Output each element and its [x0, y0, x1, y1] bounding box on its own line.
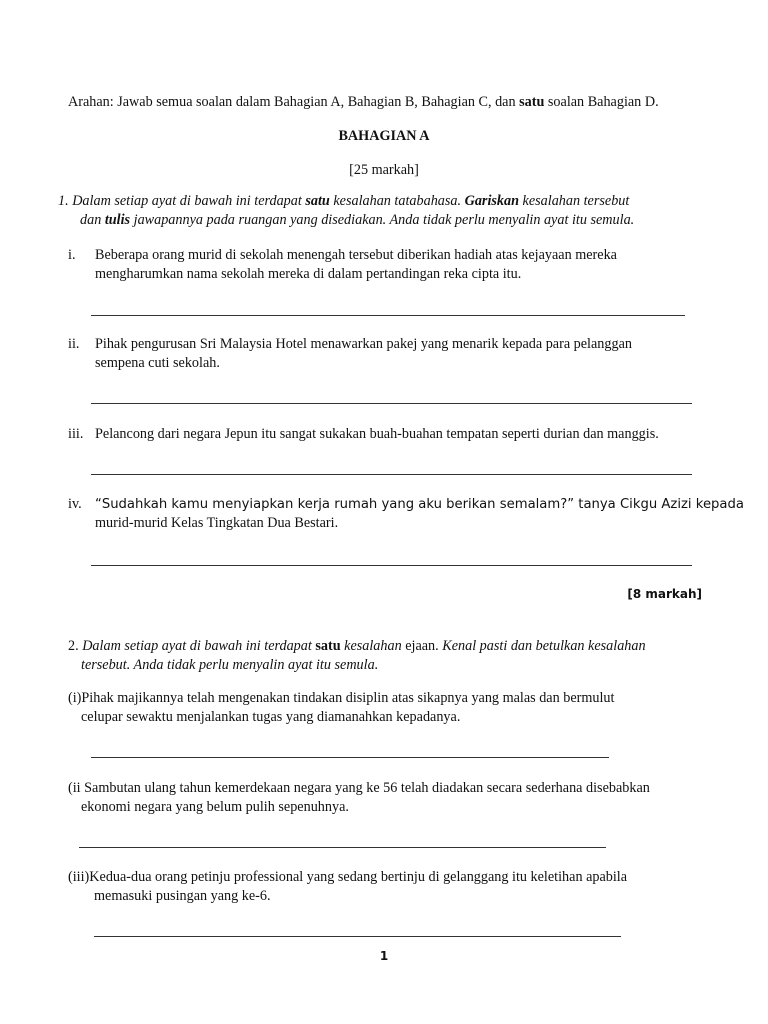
question-2-item: (ii Sambutan ulang tahun kemerdekaan negara yang ke 56 telah diadakan secara sederhana disebabkan ekonomi negara yang belum pulih sepenuhnya. [68, 780, 650, 815]
answer-line[interactable] [91, 757, 609, 758]
question-1-item: ii. Pihak pengurusan Sri Malaysia Hotel menawarkan pakej yang menarik kepada para pelanggan sempena cuti sekolah. [68, 336, 632, 371]
question-1-item: i. Beberapa orang murid di sekolah menengah tersebut diberikan hadiah atas kejayaan mereka mengharumkan nama sekolah mereka di dalam pertandingan reka cipta itu. [68, 247, 617, 282]
answer-line[interactable] [91, 315, 685, 316]
answer-line[interactable] [94, 936, 621, 937]
instruction-text: Arahan: Jawab semua soalan dalam Bahagian A, Bahagian B, Bahagian C, dan satu soalan Bahagian D. [68, 94, 659, 110]
answer-line[interactable] [91, 474, 692, 475]
question-2-item: (iii)Kedua-dua orang petinju professional yang sedang bertinju di gelanggang itu keletihan apabila memasuki pusingan yang ke-6. [68, 869, 628, 904]
question-2-item: (i)Pihak majikannya telah mengenakan tindakan disiplin atas sikapnya yang malas dan bermulut celupar sewaktu menjalankan tugas yang diamanahkan kepadanya. [68, 690, 615, 725]
answer-line[interactable] [79, 847, 606, 848]
question-1-item: iv. “Sudahkah kamu menyiapkan kerja rumah yang aku berikan semalam?” tanya Cikgu Azizi kepada murid-murid Kelas Tingkatan Dua Bestari. [68, 496, 744, 531]
question-2-instruction: 2. Dalam setiap ayat di bawah ini terdapat satu kesalahan ejaan. Kenal pasti dan betulkan kesalahan tersebut. Anda tidak perlu menyalin ayat itu semula. [68, 638, 646, 673]
page-number: 1 [379, 949, 389, 963]
section-marks: [25 markah] [349, 162, 419, 178]
answer-line[interactable] [91, 403, 692, 404]
question-1-instruction: 1. Dalam setiap ayat di bawah ini terdapat satu kesalahan tatabahasa. Gariskan kesalahan tersebut dan tulis jawapannya pada ruangan yang disediakan. Anda tidak perlu menyalin ayat itu semula. [58, 193, 635, 228]
answer-line[interactable] [91, 565, 692, 566]
question-1-item: iii. Pelancong dari negara Jepun itu sangat sukakan buah-buahan tempatan seperti durian dan manggis. [68, 426, 659, 442]
marks-label: [8 markah] [627, 587, 702, 601]
section-title: BAHAGIAN A [338, 128, 430, 144]
